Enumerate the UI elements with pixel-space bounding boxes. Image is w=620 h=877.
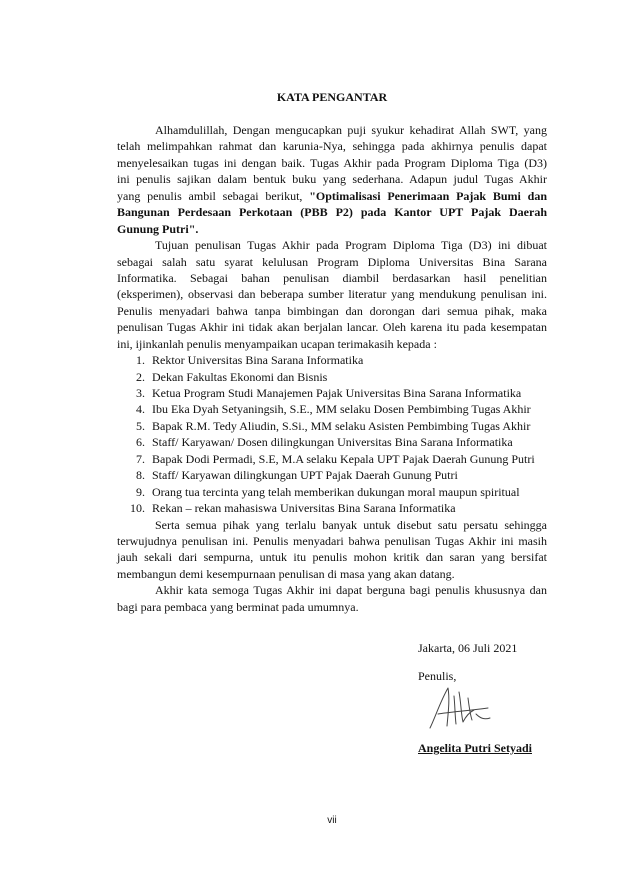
text-line: ini, ijinkanlah penulis menyampaikan ucapan terimakasih kepada : <box>117 336 437 351</box>
text-line: menyelesaikan tugas ini dengan baik. Tugas Akhir pada Program Diploma Tiga (D3) <box>117 155 547 170</box>
text-line <box>117 221 547 237</box>
list-item <box>117 467 547 483</box>
text-line: Serta semua pihak yang terlalu banyak untuk disebut satu persatu sehingga <box>155 517 547 532</box>
bold-text: "Optimalisasi Penerimaan Pajak Bumi dan <box>309 188 548 203</box>
list-item <box>117 352 547 368</box>
page-title: KATA PENGANTAR <box>276 90 388 104</box>
text-line: Informatika. Sebagai bahan penulisan diambil berdasarkan hasil penelitian <box>117 270 547 285</box>
place-date: Jakarta, 06 Juli 2021 <box>418 641 518 655</box>
list-number: 10. <box>130 501 145 516</box>
text-line: ini penulis sajikan dalam bentuk buku yang sederhana. Adapun judul Tugas Akhir <box>117 172 547 187</box>
list-item-text: Ketua Program Studi Manajemen Pajak Universitas Bina Sarana Informatika <box>152 386 522 400</box>
text-line: Tujuan penulisan Tugas Akhir pada Program Diploma Tiga (D3) ini dibuat <box>155 238 547 253</box>
list-item-text: Rektor Universitas Bina Sarana Informatika <box>152 353 364 368</box>
list-item-text: Bapak Dodi Permadi, S.E, M.A selaku Kepala UPT Pajak Daerah Gunung Putri <box>152 451 535 466</box>
list-item <box>117 369 547 385</box>
paragraph <box>117 237 547 352</box>
list-number: 9. <box>136 484 145 499</box>
list-item <box>117 451 547 467</box>
paragraph <box>117 517 547 583</box>
list-item <box>117 401 547 417</box>
list-number: 3. <box>136 386 145 400</box>
list-number: 4. <box>136 402 145 417</box>
list-number: 2. <box>136 369 145 384</box>
thanks-list <box>117 352 547 516</box>
list-number: 6. <box>136 435 145 450</box>
text-line: membangun demi kesempurnaan penulisan di masa yang akan datang. <box>117 566 455 581</box>
text-line: (eksperimen), observasi dan beberapa sumber literatur yang mendukung penulisan ini. <box>117 287 547 302</box>
list-number: 5. <box>136 418 145 433</box>
list-item-text: Orang tua tercinta yang telah memberikan dukungan moral maupun spiritual <box>152 484 520 499</box>
text-line: telah melimpahkan rahmat dan karunia-Nya, sehingga pada akhirnya penulis dapat <box>117 139 547 154</box>
author-name: Angelita Putri Setyadi <box>418 741 532 755</box>
text-line: Akhir kata semoga Tugas Akhir ini dapat berguna bagi penulis khususnya dan <box>155 583 547 598</box>
paragraph <box>117 122 547 237</box>
text-line <box>117 188 547 204</box>
list-item-text: Rekan – rekan mahasiswa Universitas Bina Sarana Informatika <box>152 501 456 516</box>
body-text <box>117 122 547 615</box>
text-segment: yang penulis ambil sebagai berikut, <box>117 188 310 203</box>
list-item <box>117 484 547 500</box>
text-line: Penulis menyadari bahwa tanpa bimbingan dan dorongan dari semua pihak, maka <box>117 303 547 318</box>
list-item <box>117 500 547 516</box>
list-item <box>117 418 547 434</box>
list-item-text: Staff/ Karyawan dilingkungan UPT Pajak Daerah Gunung Putri <box>152 468 458 483</box>
text-line: bagi para pembaca yang berminat pada umumnya. <box>117 599 359 614</box>
text-line: Alhamdulillah, Dengan mengucapkan puji syukur kehadirat Allah SWT, yang <box>155 123 547 137</box>
list-item-text: Bapak R.M. Tedy Aliudin, S.Si., MM selaku Asisten Pembimbing Tugas Akhir <box>152 418 531 433</box>
list-number: 7. <box>136 451 145 466</box>
bold-text: Gunung Putri". <box>117 221 199 236</box>
list-item-text: Staff/ Karyawan/ Dosen dilingkungan Universitas Bina Sarana Informatika <box>152 435 513 450</box>
signature-drawing <box>426 684 496 734</box>
list-item <box>117 385 547 401</box>
list-number: 8. <box>136 468 145 483</box>
list-number: 1. <box>136 353 145 368</box>
list-item-text: Dekan Fakultas Ekonomi dan Bisnis <box>152 369 328 384</box>
paragraph <box>117 582 547 615</box>
page-number: vii <box>327 815 337 826</box>
bold-text: Bangunan Perdesaan Perkotaan (PBB P2) pada Kantor UPT Pajak Daerah <box>117 205 547 220</box>
text-line <box>117 204 547 220</box>
list-item <box>117 434 547 450</box>
text-line: jauh sekali dari sempurna, untuk itu penulis mohon kritik dan saran yang bersifat <box>117 550 547 565</box>
author-role: Penulis, <box>418 669 457 683</box>
text-line: terwujudnya penulisan ini. Penulis menyadari bahwa penulisan Tugas Akhir ini masih <box>117 533 547 548</box>
text-line: sebagai salah satu syarat kelulusan Program Diploma Universitas Bina Sarana <box>117 254 547 269</box>
text-line: penulisan Tugas Akhir ini tidak akan berjalan lancar. Oleh karena itu pada kesempatan <box>117 320 547 335</box>
list-item-text: Ibu Eka Dyah Setyaningsih, S.E., MM selaku Dosen Pembimbing Tugas Akhir <box>152 402 531 417</box>
